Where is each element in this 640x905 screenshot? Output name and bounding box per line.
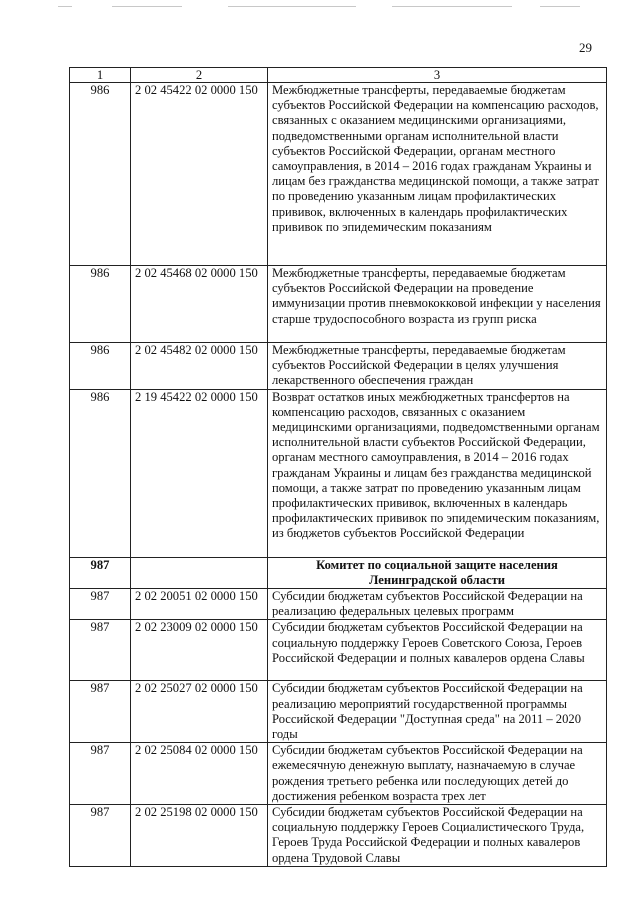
column-header-2: 2 <box>131 68 268 83</box>
admin-code-cell: 986 <box>70 343 131 390</box>
budget-code-cell: 2 19 45422 02 0000 150 <box>131 389 268 557</box>
budget-code-cell: 2 02 25084 02 0000 150 <box>131 743 268 805</box>
admin-code-cell: 987 <box>70 805 131 867</box>
budget-code-cell: 2 02 45422 02 0000 150 <box>131 83 268 266</box>
budget-code-cell: 2 02 25198 02 0000 150 <box>131 805 268 867</box>
column-header-1: 1 <box>70 68 131 83</box>
scan-artifact-line <box>58 6 72 7</box>
page-number: 29 <box>579 40 592 55</box>
description-cell: Возврат остатков иных межбюджетных трансфертов на компенсацию расходов, связанных с оказанием медицинскими организациями, подведомственными органам исполнительной власти субъектов Российской Федерации, органам местного самоуправления, в 2014 – 2016 годах гражданам Украины и лицам без гражданства медицинской помощи, а также затрат по проведению указанным лицам профилактических прививок, включенных в календарь профилактических прививок по эпидемическим показаниям, из бюджетов субъектов Российской Федерации <box>268 389 607 557</box>
admin-code-cell: 987 <box>70 589 131 620</box>
table-row <box>70 805 607 867</box>
scan-artifact-line <box>228 6 356 7</box>
admin-code-cell: 987 <box>70 681 131 743</box>
admin-code-cell: 987 <box>70 620 131 681</box>
description-cell: Субсидии бюджетам субъектов Российской Федерации на социальную поддержку Героев Социалистического Труда, Героев Труда Российской Федерации и полных кавалеров ордена Трудовой Славы <box>268 805 607 867</box>
description-cell: Межбюджетные трансферты, передаваемые бюджетам субъектов Российской Федерации на проведение иммунизации против пневмококковой инфекции у населения старше трудоспособного возраста из групп риска <box>268 266 607 343</box>
column-header-3: 3 <box>268 68 607 83</box>
table-row <box>70 266 607 343</box>
table-row <box>70 83 607 266</box>
budget-code-cell: 2 02 25027 02 0000 150 <box>131 681 268 743</box>
section-title-cell: Комитет по социальной защите населения Ленинградской области <box>268 557 607 588</box>
admin-code-cell: 986 <box>70 389 131 557</box>
scan-artifact-line <box>540 6 580 7</box>
budget-codes-table <box>69 67 607 867</box>
admin-code-cell: 986 <box>70 266 131 343</box>
table-row <box>70 343 607 390</box>
admin-code-cell: 986 <box>70 83 131 266</box>
budget-code-cell: 2 02 45482 02 0000 150 <box>131 343 268 390</box>
admin-code-cell: 987 <box>70 743 131 805</box>
description-cell: Субсидии бюджетам субъектов Российской Федерации на реализацию мероприятий государственной программы Российской Федерации "Доступная среда" на 2011 – 2020 годы <box>268 681 607 743</box>
description-cell: Субсидии бюджетам субъектов Российской Федерации на реализацию федеральных целевых программ <box>268 589 607 620</box>
table-row <box>70 743 607 805</box>
budget-code-cell <box>131 557 268 588</box>
table-row <box>70 589 607 620</box>
section-header-row <box>70 557 607 588</box>
scan-artifact-line <box>112 6 182 7</box>
table-header-row <box>70 68 607 83</box>
table-row <box>70 681 607 743</box>
description-cell: Субсидии бюджетам субъектов Российской Федерации на ежемесячную денежную выплату, назначаемую в случае рождения третьего ребенка или последующих детей до достижения ребенком возраста трех лет <box>268 743 607 805</box>
description-cell: Субсидии бюджетам субъектов Российской Федерации на социальную поддержку Героев Советского Союза, Героев Российской Федерации и полных кавалеров ордена Славы <box>268 620 607 681</box>
budget-code-cell: 2 02 20051 02 0000 150 <box>131 589 268 620</box>
description-cell: Межбюджетные трансферты, передаваемые бюджетам субъектов Российской Федерации в целях улучшения лекарственного обеспечения граждан <box>268 343 607 390</box>
budget-code-cell: 2 02 45468 02 0000 150 <box>131 266 268 343</box>
table-row <box>70 620 607 681</box>
scan-artifact-line <box>392 6 512 7</box>
admin-code-cell: 987 <box>70 557 131 588</box>
description-cell: Межбюджетные трансферты, передаваемые бюджетам субъектов Российской Федерации на компенсацию расходов, связанных с оказанием медицинскими организациями, подведомственными органам исполнительной власти субъектов Российской Федерации, органам местного самоуправления, в 2014 – 2016 годах гражданам Украины и лицам без гражданства медицинской помощи, а также затрат по проведению указанным лицам профилактических прививок, включенных в календарь профилактических прививок по эпидемическим показаниям <box>268 83 607 266</box>
budget-code-cell: 2 02 23009 02 0000 150 <box>131 620 268 681</box>
table-row <box>70 389 607 557</box>
